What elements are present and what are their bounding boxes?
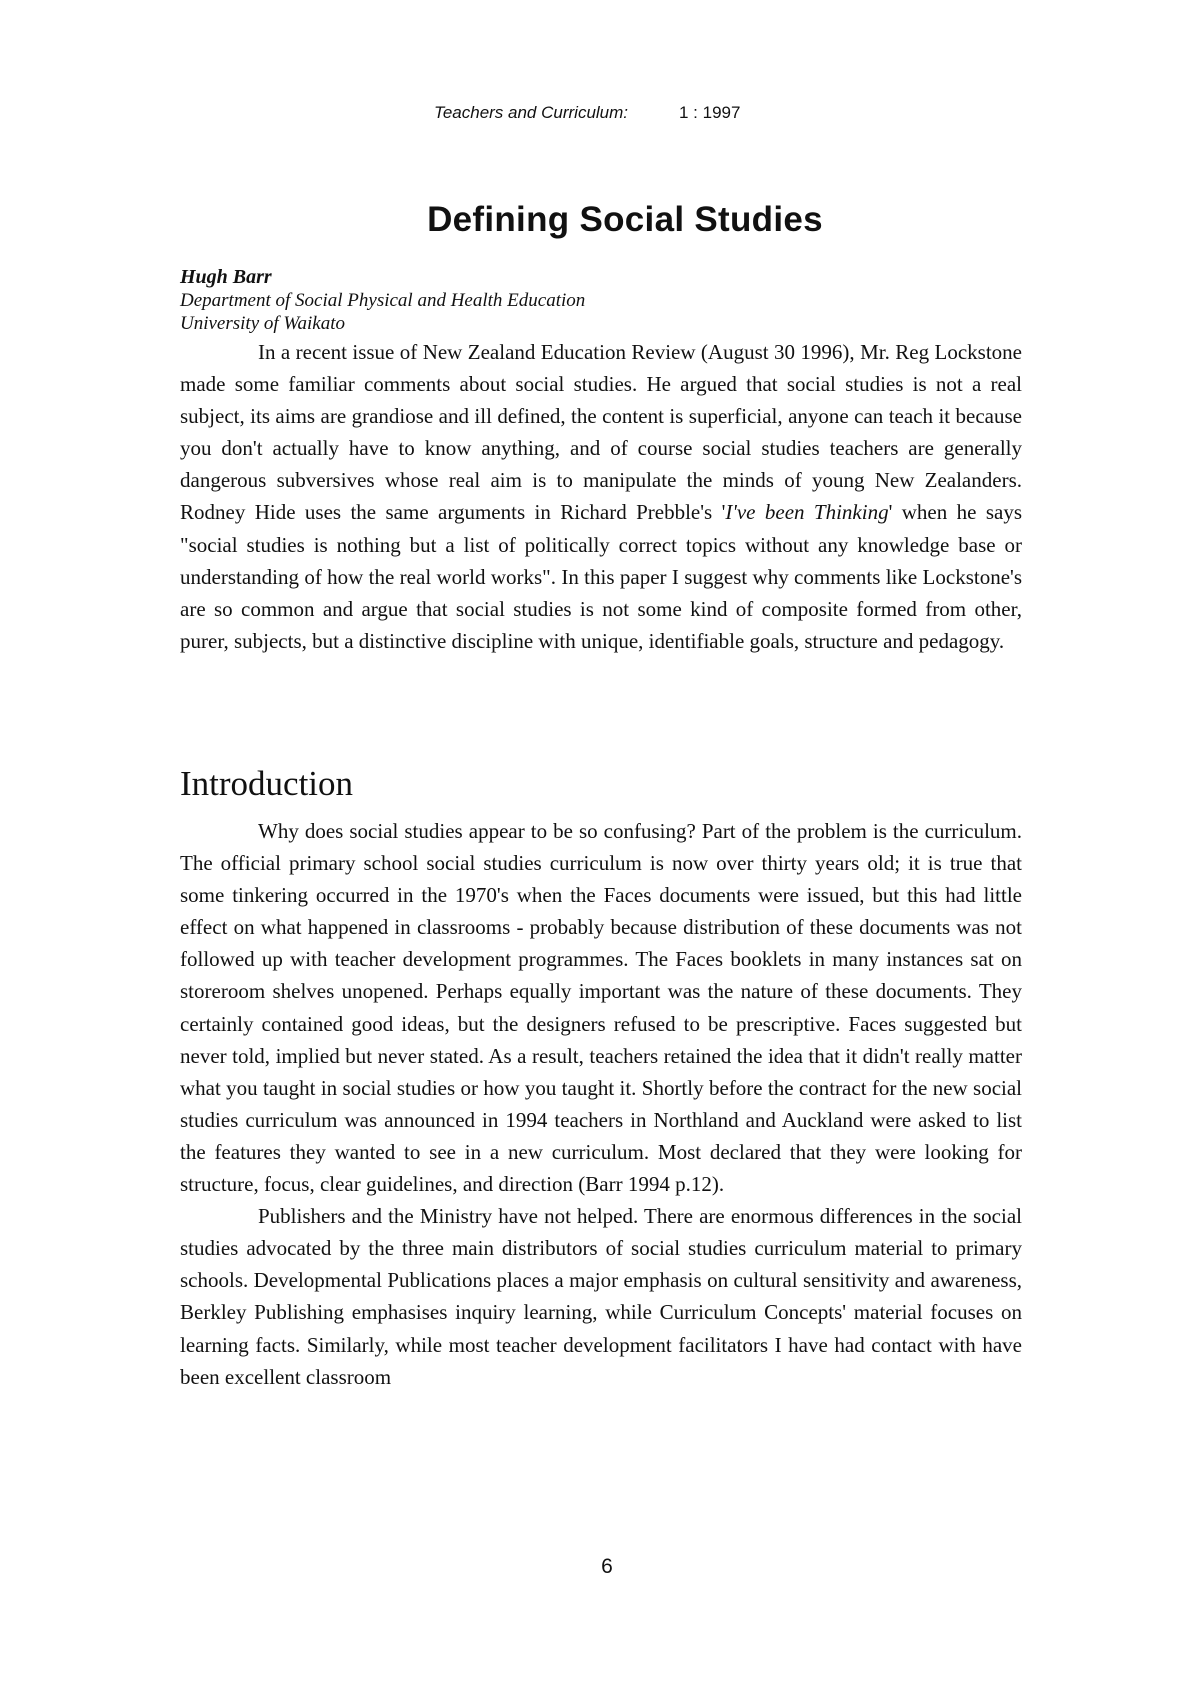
abstract-paragraph	[180, 336, 1022, 657]
abstract	[180, 336, 1022, 657]
issue-number: 1 : 1997	[679, 103, 741, 122]
section-heading-introduction: Introduction	[180, 764, 354, 803]
author-university: University of Waikato	[180, 313, 345, 334]
author-name: Hugh Barr	[180, 266, 272, 288]
book-title: I've been Thinking	[725, 500, 889, 525]
author-department: Department of Social Physical and Health Education	[180, 290, 586, 311]
byline	[180, 266, 585, 335]
introduction-body	[180, 815, 1022, 1393]
article-title: Defining Social Studies	[427, 200, 823, 239]
introduction-paragraph: Why does social studies appear to be so confusing? Part of the problem is the curriculum. The official primary school social studies curriculum is now over thirty years old; it is true that some tinkering occurred in the 1970's when the Faces documents were issued, but this had little effect on what happened in classrooms - probably because distribution of these documents was not followed up with teacher development programmes. The Faces booklets in many instances sat on storeroom shelves unopened. Perhaps equally important was the nature of these documents. They certainly contained good ideas, but the designers refused to be prescriptive. Faces suggested but never told, implied but never stated. As a result, teachers retained the idea that it didn't really matter what you taught in social studies or how you taught it. Shortly before the contract for the new social studies curriculum was announced in 1994 teachers in Northland and Auckland were asked to list the features they wanted to see in a new curriculum. Most declared that they were looking for structure, focus, clear guidelines, and direction (Barr 1994 p.12).	[180, 819, 1022, 1197]
journal-name: Teachers and Curriculum:	[434, 103, 629, 122]
page-number: 6	[601, 1555, 613, 1578]
abstract-text-part1: In a recent issue of New Zealand Education Review (August 30 1996), Mr. Reg Lockstone made some familiar comments about social studies. He argued that social studies is not a real subject, its aims are grandiose and ill defined, the content is superficial, anyone can teach it because you don't actually have to know anything, and of course social studies teachers are generally dangerous subversives whose real aim is to manipulate the minds of young New Zealanders. Rodney Hide uses the same arguments in Richard Prebble's '	[180, 340, 1022, 525]
abstract-text-part2: ' when he says "social studies is nothing but a list of politically correct topics without any knowledge base or understanding of how the real world works". In this paper I suggest why comments like Lockstone's are so common and argue that social studies is not some kind of composite formed from other, purer, subjects, but a distinctive discipline with unique, identifiable goals, structure and pedagogy.	[180, 500, 1023, 653]
introduction-paragraph: Publishers and the Ministry have not helped. There are enormous differences in the social studies advocated by the three main distributors of social studies curriculum material to primary schools. Developmental Publications places a major emphasis on cultural sensitivity and awareness, Berkley Publishing emphasises inquiry learning, while Curriculum Concepts' material focuses on learning facts. Similarly, while most teacher development facilitators I have had contact with have been excellent classroom	[180, 1204, 1022, 1389]
